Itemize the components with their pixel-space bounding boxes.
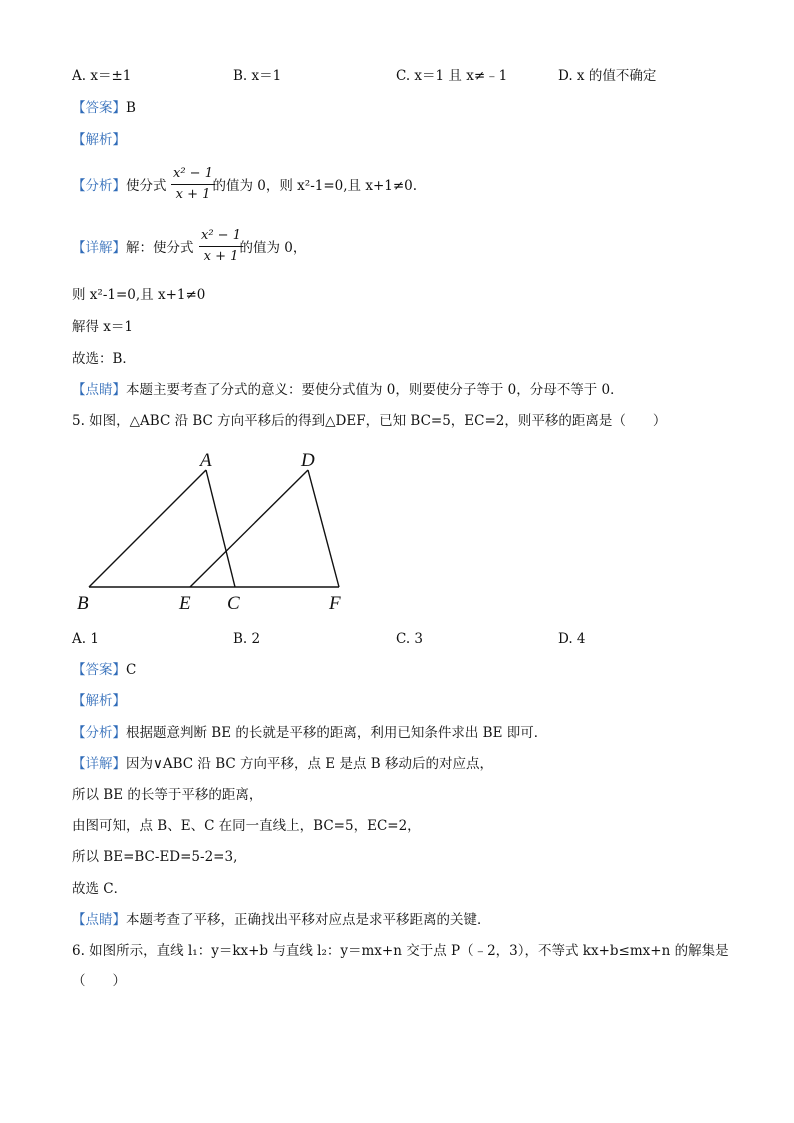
q4-xiangjie-line — [72, 239, 306, 257]
fenxi-tag: 【分析】 — [72, 178, 126, 194]
fraction-denominator: x + 1 — [175, 187, 211, 202]
fraction-numerator: x² − 1 — [201, 228, 241, 243]
answer-value: B — [126, 100, 136, 116]
q5-stem: 5. 如图，△ABC 沿 BC 方向平移后的得到△DEF，已知 BC=5，EC=2，则平移的距离是（ ） — [72, 413, 667, 429]
q5-option-b: B. 2 — [233, 631, 261, 647]
segment-ed — [190, 470, 308, 587]
q4-analysis-line — [72, 131, 126, 149]
q4-answer-line — [72, 99, 136, 117]
q4-option-b: B. x＝1 — [233, 68, 282, 84]
fraction-denominator: x + 1 — [203, 249, 239, 264]
fenxi-pre: 使分式 — [126, 178, 167, 194]
fenxi-text: 根据题意判断 BE 的长就是平移的距离，利用已知条件求出 BE 即可． — [126, 725, 548, 741]
xiangjie-text: 因为∨ABC 沿 BC 方向平移，点 E 是点 B 移动后的对应点， — [126, 756, 493, 772]
segment-df — [308, 470, 339, 587]
fraction-bar — [199, 246, 243, 247]
analysis-tag: 【解析】 — [72, 693, 126, 709]
xiangjie-tag: 【详解】 — [72, 756, 126, 772]
q6-stem: 6. 如图所示，直线 l₁：y＝kx+b 与直线 l₂：y＝mx+n 交于点 P（﹣2，3），不等式 kx+b≤mx+n 的解集是 — [72, 943, 729, 959]
q6-stem-cont: （ ） — [72, 973, 126, 989]
triangle-translation-figure — [60, 440, 380, 620]
q5-analysis-line — [72, 692, 126, 710]
label-b: B — [77, 593, 89, 614]
q5-xiangjie-line — [72, 755, 493, 773]
analysis-tag: 【解析】 — [72, 132, 126, 148]
q4-dianjing-line — [72, 381, 624, 399]
q5-fenxi-line — [72, 724, 547, 742]
fraction-bar — [171, 184, 215, 185]
q5-step1: 所以 BE 的长等于平移的距离， — [72, 787, 263, 803]
q5-step4: 故选 C． — [72, 881, 128, 897]
q5-step3: 所以 BE=BC-ED=5-2=3, — [72, 849, 238, 865]
xiangjie-pre: 解：使分式 — [126, 240, 194, 256]
dianjing-tag: 【点睛】 — [72, 382, 126, 398]
fenxi-post: 的值为 0，则 x²-1=0,且 x+1≠0. — [212, 178, 418, 194]
dianjing-tag: 【点睛】 — [72, 912, 126, 928]
label-e: E — [179, 593, 191, 614]
answer-tag: 【答案】 — [72, 662, 126, 678]
segment-ac — [206, 470, 235, 587]
answer-value: C — [126, 662, 137, 678]
dianjing-text: 本题主要考查了分式的意义：要使分式值为 0，则要使分子等于 0，分母不等于 0． — [126, 382, 624, 398]
label-f: F — [329, 593, 341, 614]
xiangjie-tag: 【详解】 — [72, 240, 126, 256]
fraction-numerator: x² − 1 — [173, 166, 213, 181]
fraction — [171, 166, 215, 203]
dianjing-text: 本题考查了平移，正确找出平移对应点是求平移距离的关键． — [126, 912, 491, 928]
q4-fenxi-line — [72, 177, 417, 195]
q4-step3: 故选：B． — [72, 351, 136, 367]
label-c: C — [227, 593, 240, 614]
answer-tag: 【答案】 — [72, 100, 126, 116]
q5-dianjing-line — [72, 911, 491, 929]
q5-option-a: A. 1 — [72, 631, 99, 647]
label-d: D — [301, 450, 315, 471]
q5-step2: 由图可知，点 B、E、C 在同一直线上，BC=5，EC=2， — [72, 818, 421, 834]
q4-step2: 解得 x＝1 — [72, 319, 133, 335]
q5-option-c: C. 3 — [396, 631, 424, 647]
segment-ab — [89, 470, 206, 587]
q5-option-d: D. 4 — [558, 631, 586, 647]
xiangjie-post: 的值为 0， — [239, 240, 307, 256]
q4-option-c: C. x＝1 且 x≠﹣1 — [396, 68, 508, 84]
label-a: A — [200, 450, 212, 471]
q4-step1: 则 x²-1=0,且 x+1≠0 — [72, 287, 206, 303]
q5-answer-line — [72, 661, 136, 679]
fraction — [199, 228, 243, 265]
q4-option-d: D. x 的值不确定 — [558, 68, 657, 84]
q4-option-a: A. x＝±1 — [72, 68, 132, 84]
fenxi-tag: 【分析】 — [72, 725, 126, 741]
